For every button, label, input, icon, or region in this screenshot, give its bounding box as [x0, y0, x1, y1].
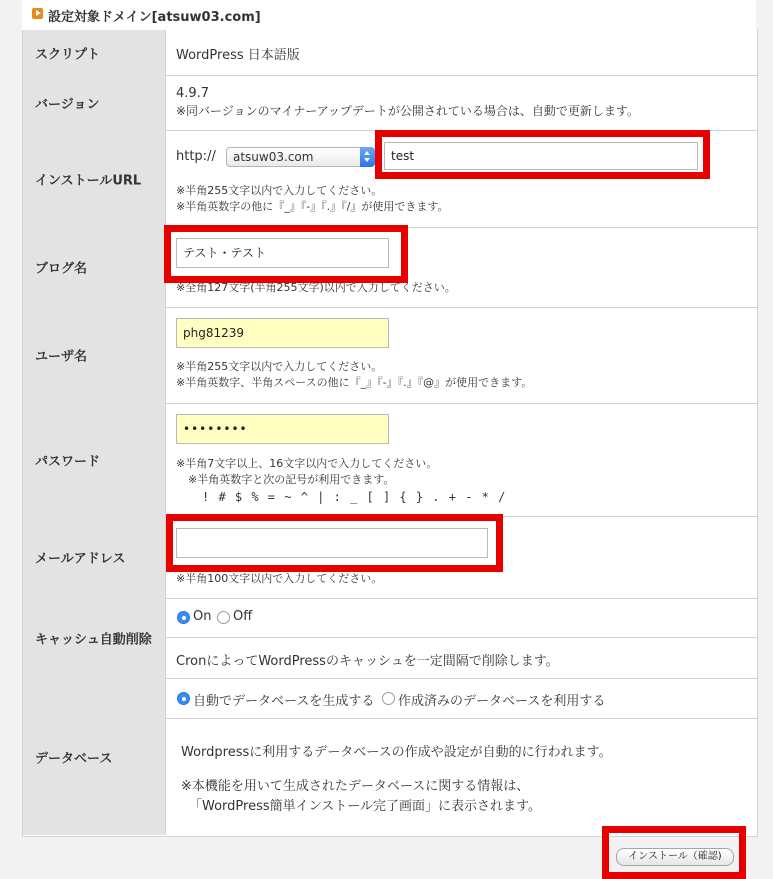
- install-url-note-2: ※半角英数字の他に『_』『-』『.』『/』が使用できます。: [176, 200, 449, 213]
- install-url-note-1: ※半角255文字以内で入力してください。: [176, 184, 383, 197]
- cache-off-radio[interactable]: [217, 611, 230, 624]
- row-username: [23, 307, 757, 404]
- row-label: メールアドレス: [35, 551, 126, 567]
- username-note-2: ※半角英数字、半角スペースの他に『_』『-』『.』『@』が使用できます。: [176, 376, 533, 389]
- password-note-1: ※半角7文字以上、16文字以内で入力してください。: [176, 457, 438, 470]
- version-value: 4.9.7: [176, 86, 210, 101]
- db-auto-label[interactable]: 自動でデータベースを生成する: [193, 694, 375, 709]
- domain-select-value: atsuw03.com: [233, 150, 314, 164]
- value-cell: [166, 75, 757, 130]
- arrow-badge-icon: [32, 8, 43, 19]
- db-divider: [166, 718, 757, 719]
- blog-name-input[interactable]: テスト・テスト: [176, 238, 389, 268]
- section-title: 設定対象ドメイン[atsuw03.com]: [48, 10, 261, 25]
- row-label: キャッシュ自動削除: [35, 632, 152, 648]
- highlight-blog-name: [164, 225, 408, 283]
- value-cell: [166, 30, 757, 75]
- password-allowed-symbols: ! # $ % = ~ ^ | : _ [ ] { } . + - * /: [202, 490, 507, 504]
- label-cell: [23, 678, 166, 835]
- label-cell: [23, 130, 166, 227]
- row-cache: [23, 598, 757, 679]
- row-database: [23, 678, 757, 835]
- email-note: ※半角100文字以内で入力してください。: [176, 572, 383, 585]
- label-cell: [23, 75, 166, 130]
- row-version: [23, 75, 757, 131]
- row-label: インストールURL: [35, 173, 142, 188]
- row-password: [23, 403, 757, 517]
- username-input[interactable]: phg81239: [176, 318, 389, 348]
- cache-on-radio[interactable]: [177, 611, 190, 624]
- row-label: ブログ名: [35, 261, 88, 277]
- select-arrows-icon: [360, 147, 375, 167]
- cache-description: CronによってWordPressのキャッシュを一定間隔で削除します。: [176, 654, 559, 669]
- section-header: [22, 0, 756, 31]
- value-cell: [166, 598, 757, 678]
- value-cell: [166, 403, 757, 516]
- label-cell: [23, 307, 166, 403]
- install-path-input[interactable]: test: [384, 142, 698, 170]
- row-label: スクリプト: [35, 47, 101, 62]
- db-description-2: ※本機能を用いて生成されたデータベースに関する情報は、: [181, 779, 530, 794]
- highlight-install-url: [375, 130, 710, 179]
- row-script: [23, 30, 757, 76]
- row-label: バージョン: [35, 97, 100, 112]
- password-note-2: ※半角英数字と次の記号が利用できます。: [188, 473, 395, 486]
- blog-name-note: ※全角127文字(半角255文字)以内で入力してください。: [176, 281, 456, 294]
- version-note: ※同バージョンのマイナーアップデートが公開されている場合は、自動で更新します。: [176, 104, 639, 118]
- username-note-1: ※半角255文字以内で入力してください。: [176, 360, 383, 373]
- db-description-3: 「WordPress簡単インストール完了画面」に表示されます。: [189, 799, 541, 814]
- db-existing-label[interactable]: 作成済みのデータベースを利用する: [398, 694, 606, 709]
- highlight-email: [166, 514, 503, 572]
- cache-on-label[interactable]: On: [193, 609, 212, 624]
- password-input[interactable]: ••••••••: [176, 414, 389, 444]
- label-cell: [23, 30, 166, 75]
- db-auto-radio[interactable]: [177, 692, 190, 705]
- install-confirm-button[interactable]: インストール（確認): [616, 848, 734, 866]
- cache-divider: [166, 637, 757, 638]
- value-cell: [166, 307, 757, 403]
- label-cell: [23, 598, 166, 678]
- row-label: データベース: [35, 751, 113, 766]
- db-description-1: Wordpressに利用するデータベースの作成や設定が自動的に行われます。: [181, 745, 612, 760]
- url-prefix: http://: [176, 149, 216, 164]
- db-existing-radio[interactable]: [382, 692, 395, 705]
- row-label: パスワード: [35, 454, 101, 469]
- value-cell: [166, 678, 757, 835]
- cache-off-label[interactable]: Off: [233, 609, 253, 624]
- label-cell: [23, 403, 166, 516]
- domain-select[interactable]: [226, 147, 375, 167]
- script-value: WordPress 日本語版: [176, 48, 300, 63]
- label-cell: [23, 516, 166, 598]
- label-cell: [23, 227, 166, 307]
- row-label: ユーザ名: [35, 349, 88, 365]
